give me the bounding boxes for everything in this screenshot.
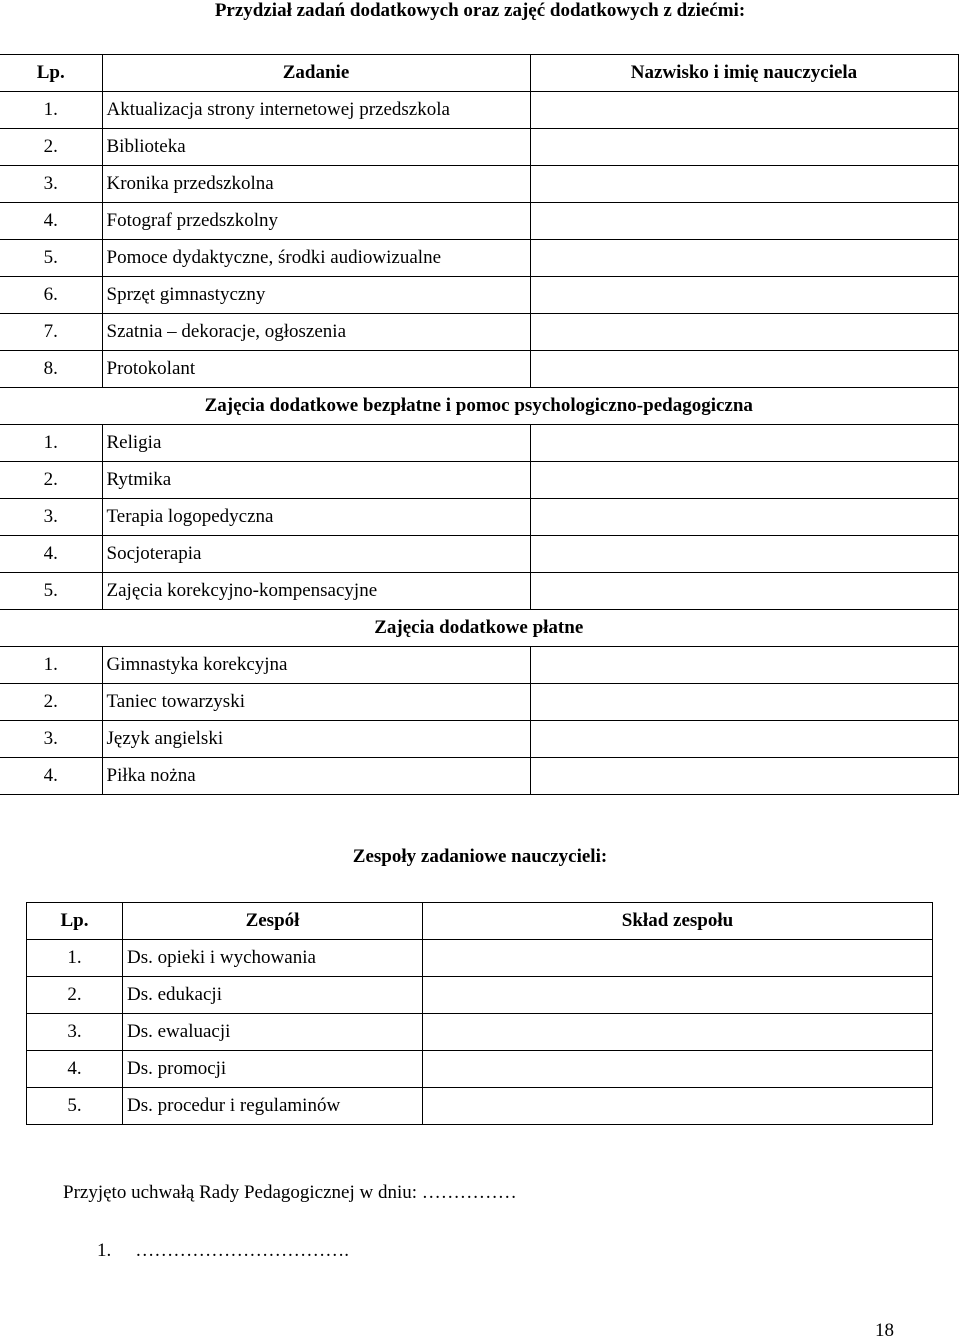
table-row xyxy=(0,462,958,499)
table-row xyxy=(0,277,958,314)
table-header-row xyxy=(27,903,933,940)
row-number: 8. xyxy=(0,351,102,388)
table-row xyxy=(27,1014,933,1051)
table-row xyxy=(0,166,958,203)
table-row xyxy=(0,758,958,795)
header-lp: Lp. xyxy=(27,903,123,940)
row-name: Kronika przedszkolna xyxy=(102,166,530,203)
adoption-text: Przyjęto uchwałą Rady Pedagogicznej w dniu: xyxy=(63,1182,418,1203)
table-row xyxy=(0,203,958,240)
row-name: Rytmika xyxy=(102,462,530,499)
teacher-cell[interactable] xyxy=(530,129,958,166)
row-name: Szatnia – dekoracje, ogłoszenia xyxy=(102,314,530,351)
row-number: 5. xyxy=(0,240,102,277)
row-number: 6. xyxy=(0,277,102,314)
table-header-row xyxy=(0,55,958,92)
row-name: Zajęcia korekcyjno-kompensacyjne xyxy=(102,573,530,610)
teacher-cell[interactable] xyxy=(530,721,958,758)
table-row xyxy=(0,536,958,573)
table-row xyxy=(27,977,933,1014)
teacher-cell[interactable] xyxy=(530,351,958,388)
team-name: Ds. procedur i regulaminów xyxy=(123,1088,423,1125)
table-row xyxy=(0,240,958,277)
members-cell[interactable] xyxy=(423,1014,933,1051)
row-number: 1. xyxy=(27,940,123,977)
row-name: Piłka nożna xyxy=(102,758,530,795)
teams-table xyxy=(26,902,933,1125)
members-cell[interactable] xyxy=(423,940,933,977)
row-number: 5. xyxy=(0,573,102,610)
team-name: Ds. opieki i wychowania xyxy=(123,940,423,977)
row-name: Pomoce dydaktyczne, środki audiowizualne xyxy=(102,240,530,277)
teacher-cell[interactable] xyxy=(530,240,958,277)
members-cell[interactable] xyxy=(423,1051,933,1088)
row-number: 3. xyxy=(0,166,102,203)
section-heading-row xyxy=(0,388,958,425)
teacher-cell[interactable] xyxy=(530,92,958,129)
members-cell[interactable] xyxy=(423,1088,933,1125)
header-team: Zespół xyxy=(123,903,423,940)
teacher-cell[interactable] xyxy=(530,758,958,795)
page-title: Przydział zadań dodatkowych oraz zajęć dodatkowych z dziećmi: xyxy=(214,0,746,21)
table-row xyxy=(0,684,958,721)
table-row xyxy=(0,351,958,388)
teacher-cell[interactable] xyxy=(530,314,958,351)
teacher-cell[interactable] xyxy=(530,684,958,721)
row-name: Aktualizacja strony internetowej przedszkola xyxy=(102,92,530,129)
header-teacher: Nazwisko i imię nauczyciela xyxy=(530,55,958,92)
teacher-cell[interactable] xyxy=(530,499,958,536)
table-row xyxy=(0,314,958,351)
row-number: 4. xyxy=(0,758,102,795)
teacher-cell[interactable] xyxy=(530,573,958,610)
paid-classes-heading: Zajęcia dodatkowe płatne xyxy=(0,610,958,647)
row-number: 7. xyxy=(0,314,102,351)
table-row xyxy=(0,647,958,684)
members-cell[interactable] xyxy=(423,977,933,1014)
row-name: Biblioteka xyxy=(102,129,530,166)
row-name: Fotograf przedszkolny xyxy=(102,203,530,240)
team-name: Ds. promocji xyxy=(123,1051,423,1088)
row-number: 5. xyxy=(27,1088,123,1125)
table-row xyxy=(0,721,958,758)
teacher-cell[interactable] xyxy=(530,425,958,462)
header-lp: Lp. xyxy=(0,55,102,92)
header-members: Skład zespołu xyxy=(423,903,933,940)
signature-line xyxy=(97,1240,349,1262)
team-name: Ds. edukacji xyxy=(123,977,423,1014)
table-row xyxy=(27,1088,933,1125)
row-name: Religia xyxy=(102,425,530,462)
free-classes-heading: Zajęcia dodatkowe bezpłatne i pomoc psychologiczno-pedagogiczna xyxy=(0,388,958,425)
row-number: 4. xyxy=(0,203,102,240)
team-name: Ds. ewaluacji xyxy=(123,1014,423,1051)
row-name: Gimnastyka korekcyjna xyxy=(102,647,530,684)
row-number: 1. xyxy=(0,647,102,684)
teacher-cell[interactable] xyxy=(530,203,958,240)
row-number: 4. xyxy=(27,1051,123,1088)
teacher-cell[interactable] xyxy=(530,462,958,499)
row-number: 2. xyxy=(0,462,102,499)
row-name: Język angielski xyxy=(102,721,530,758)
table-row xyxy=(0,499,958,536)
teacher-cell[interactable] xyxy=(530,277,958,314)
row-number: 2. xyxy=(27,977,123,1014)
row-number: 1. xyxy=(0,92,102,129)
teacher-cell[interactable] xyxy=(530,166,958,203)
row-number: 2. xyxy=(0,684,102,721)
table-row xyxy=(0,573,958,610)
row-number: 1. xyxy=(0,425,102,462)
row-number: 3. xyxy=(0,721,102,758)
adoption-date-blank: …………… xyxy=(421,1182,517,1203)
row-number: 2. xyxy=(0,129,102,166)
row-name: Taniec towarzyski xyxy=(102,684,530,721)
teacher-cell[interactable] xyxy=(530,647,958,684)
adoption-note xyxy=(63,1182,517,1204)
teacher-cell[interactable] xyxy=(530,536,958,573)
teams-title: Zespoły zadaniowe nauczycieli: xyxy=(352,846,608,867)
table-row xyxy=(0,425,958,462)
row-number: 3. xyxy=(0,499,102,536)
page-number: 18 xyxy=(875,1320,894,1341)
table-row xyxy=(27,1051,933,1088)
signature-blank: ……………………………. xyxy=(135,1240,349,1261)
header-task: Zadanie xyxy=(102,55,530,92)
tasks-table xyxy=(0,54,959,795)
row-name: Terapia logopedyczna xyxy=(102,499,530,536)
row-number: 4. xyxy=(0,536,102,573)
table-row xyxy=(0,92,958,129)
row-name: Socjoterapia xyxy=(102,536,530,573)
row-name: Protokolant xyxy=(102,351,530,388)
row-number: 3. xyxy=(27,1014,123,1051)
table-row xyxy=(27,940,933,977)
row-name: Sprzęt gimnastyczny xyxy=(102,277,530,314)
table-row xyxy=(0,129,958,166)
signature-number: 1. xyxy=(97,1240,112,1261)
section-heading-row xyxy=(0,610,958,647)
